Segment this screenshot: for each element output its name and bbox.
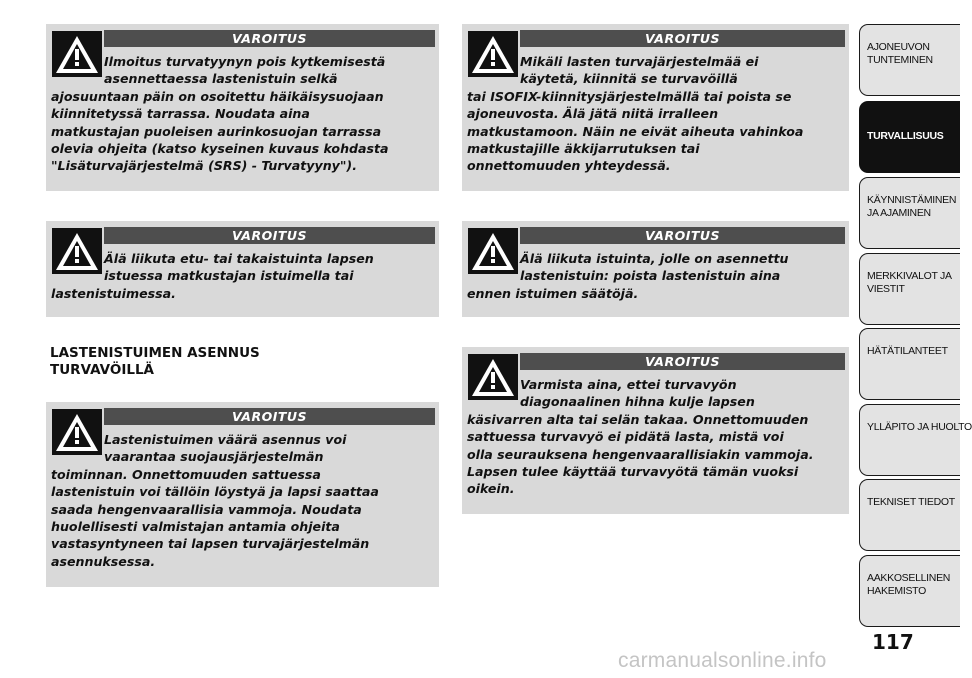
warning-box-unused-seat — [462, 24, 849, 191]
warning-text: Ilmoitus turvatyynyn pois kytkemisestä asennettaessa lastenistuin selkä ajosuuntaan päin on osoitettu häikäisysuojaan kiinnitetyssä tarrassa. Noudata aina matkustajan puoleisen aurinkosuojan tarrassa olevia ohjeita (katso kyseinen kuvaus kohdasta "Lisäturvajärjestelmä (SRS) - Turvatyyny"). — [51, 54, 389, 174]
tab-merkkivalot[interactable]: MERKKIVALOT JA VIESTIT — [859, 253, 960, 325]
warning-text: Älä liikuta etu- tai takaistuinta lapsen istuessa matkustajan istuimella tai lastenistuimessa. — [51, 251, 374, 301]
page-number: 117 — [872, 630, 914, 654]
warning-title: VAROITUS — [104, 408, 435, 425]
tab-kaynnistaminen[interactable]: KÄYNNISTÄMINEN JA AJAMINEN — [859, 177, 960, 249]
watermark: carmanualsonline.info — [618, 649, 827, 672]
warning-text: Lastenistuimen väärä asennus voi vaarantaa suojausjärjestelmän toiminnan. Onnettomuuden sattuessa lastenistuin voi tällöin löystyä ja lapsi saattaa saada hengenvaarallisia vammoja. Noudata huolellisesti valmistajan antamia ohjeita vastasyntyneen tai lapsen turvajärjestelmän asennuksessa. — [51, 432, 379, 569]
warning-box-seat-adjust — [462, 221, 849, 317]
tab-ajoneuvon-tunteminen[interactable]: AJONEUVON TUNTEMINEN — [859, 24, 960, 96]
tab-turvallisuus[interactable]: TURVALLISUUS — [859, 101, 960, 173]
warning-box-installation — [46, 402, 439, 587]
warning-title: VAROITUS — [104, 227, 435, 244]
warning-text: Mikäli lasten turvajärjestelmää ei käytetä, kiinnitä se turvavöillä tai ISOFIX-kiinnitysjärjestelmällä tai poista se ajoneuvosta. Älä jätä niitä irralleen matkustamoon. Näin ne eivät aiheuta vahinkoa matkustajille äkkijarrutuksen tai onnettomuuden yhteydessä. — [467, 54, 804, 174]
tab-hatatilanteet[interactable]: HÄTÄTILANTEET — [859, 328, 960, 400]
tab-aakkosellinen-hakemisto[interactable]: AAKKOSELLINEN HAKEMISTO — [859, 555, 960, 627]
warning-title: VAROITUS — [520, 30, 845, 47]
warning-box-airbag — [46, 24, 439, 191]
tab-tekniset-tiedot[interactable]: TEKNISET TIEDOT — [859, 479, 960, 551]
warning-text: Älä liikuta istuinta, jolle on asennettu lastenistuin: poista lastenistuin aina ennen istuimen säätöjä. — [467, 251, 789, 301]
section-heading: LASTENISTUIMEN ASENNUS TURVAVÖILLÄ — [50, 345, 260, 378]
warning-title: VAROITUS — [104, 30, 435, 47]
warning-box-seat-movement — [46, 221, 439, 317]
warning-box-seatbelt — [462, 347, 849, 514]
warning-title: VAROITUS — [520, 353, 845, 370]
warning-text: Varmista aina, ettei turvavyön diagonaalinen hihna kulje lapsen käsivarren alta tai selän takaa. Onnettomuuden sattuessa turvavyö ei pidätä lasta, mistä voi olla seurauksena hengenvaarallisiakin vammoja. Lapsen tulee käyttää turvavyötä tämän vuoksi oikein. — [467, 377, 814, 497]
warning-title: VAROITUS — [520, 227, 845, 244]
tab-yllapito[interactable]: YLLÄPITO JA HUOLTO — [859, 404, 960, 476]
